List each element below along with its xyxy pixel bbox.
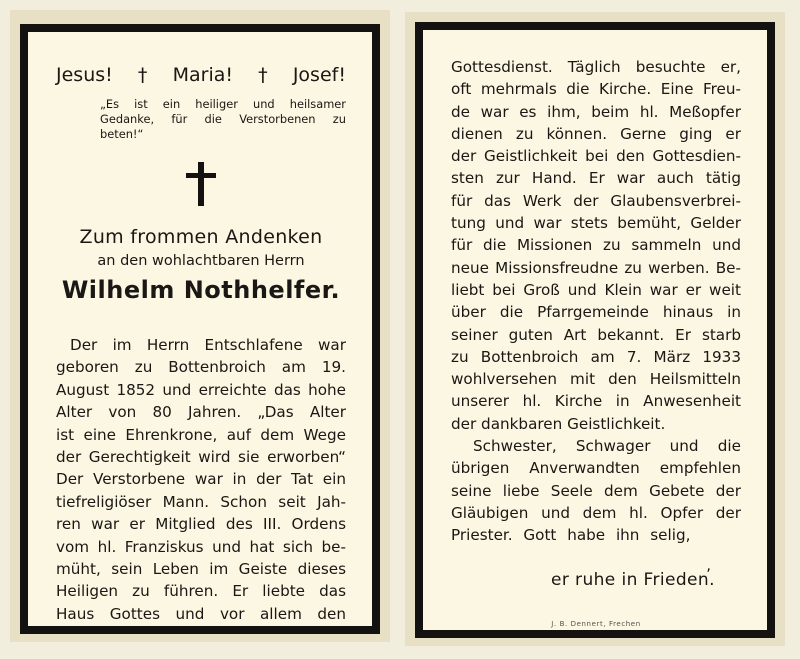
deceased-name: Wilhelm Nothhelfer. [61,276,341,304]
body-line: der Geistlichkeit bei den Gottesdien- [451,147,741,166]
body-line: für das Werk der Glaubensverbrei- [451,191,741,210]
body-line: der dankbaren Geistlichkeit. [451,414,666,433]
left-card-body [56,334,346,625]
body-line: Alter von 80 Jahren. „Das Alter [56,403,346,422]
body-line: übrigen Anverwandten empfehlen [451,459,741,478]
body-line: Der im Herrn Entschlafene war [70,336,346,354]
invocation-cross-1: † [137,64,148,86]
quote-line: beten!“ [100,127,144,141]
body-line: der Gerechtigkeit wird sie erworben“ [56,448,346,467]
right-memorial-card [405,12,785,646]
body-line: August 1852 und erreichte das hohe [56,380,346,399]
body-line: für die Missionen zu sammeln und [451,236,741,255]
quote-line: „Es ist ein heiliger und heilsamer [100,97,346,111]
body-line: oft mehrmals die Kirche. Eine Freu- [451,80,741,99]
body-line: Heiligen zu führen. Er liebte das [56,582,346,601]
memorial-heading [56,224,346,308]
body-line: seine liebe Seele dem Gebete der [451,481,741,500]
body-line: Schwester, Schwager und die [473,437,741,456]
body-line: sten zur Hand. Er war auch tätig [451,169,741,188]
body-line: vom hl. Franziskus und hat sich be- [56,537,346,556]
invocation-maria: Maria! [172,64,233,86]
scripture-quote [100,97,346,142]
right-card-body [451,56,741,547]
body-line: Haus Gottes und vor allem den [56,604,346,623]
body-line: über die Pfarrgemeinde hinaus in [451,303,741,322]
body-line: unserer hl. Kirche in Anwesenheit [451,392,741,411]
body-line: neue Missionsfreudne zu werben. Be- [451,258,741,277]
body-line: müht, sein Leben im Geiste dieses [56,560,346,579]
quote-line: Gedanke, für die Verstorbenen zu [100,112,346,126]
left-memorial-card [10,10,390,642]
printer-imprint: J. B. Dennert, Frechen [551,620,641,628]
left-card-content [56,42,346,623]
body-line: wohlversehen mit den Heilsmitteln [451,370,741,389]
invocation-josef: Josef! [292,64,346,86]
body-line: liebt bei Groß und Klein war er weit [451,280,741,299]
body-line: ren war er Mitglied des III. Ordens [56,515,346,534]
body-line: tiefreligiöser Mann. Schon seit Jah- [56,492,346,511]
body-line: Gläubigen und dem hl. Opfer der [451,503,741,522]
body-line: tung und war stets bemüht, Gelder [451,214,741,233]
invocation-cross-2: † [258,64,268,86]
body-line: Der Verstorbene war in der Tat ein [56,470,346,489]
closing-blessing: er ruhe in Frieden. [551,570,715,590]
right-card-content [451,40,741,628]
body-line: de war es ihm, beim hl. Meßopfer [451,102,741,121]
body-line: dienen zu können. Gerne ging er [451,124,741,143]
stray-comma-mark: , [706,556,711,574]
body-line: zu Bottenbroich am 7. März 1933 [451,347,741,366]
body-line: seiner guten Art bekannt. Er starb [451,325,741,344]
right-card-black-border [415,22,775,638]
body-line: Priester. Gott habe ihn selig, [451,526,691,545]
memorial-line-2: an den wohlachtbaren Herrn [97,253,305,269]
body-line: ist eine Ehrenkrone, auf dem Wege [56,425,346,444]
cross-icon [186,162,216,206]
left-card-black-border [20,24,380,634]
body-line: Gottesdienst. Täglich besuchte er, [451,58,741,76]
invocation-jesus: Jesus! [56,64,113,86]
invocation-line [56,64,346,86]
memorial-line-1: Zum frommen Andenken [79,226,323,248]
body-line: geboren zu Bottenbroich am 19. [56,358,346,377]
